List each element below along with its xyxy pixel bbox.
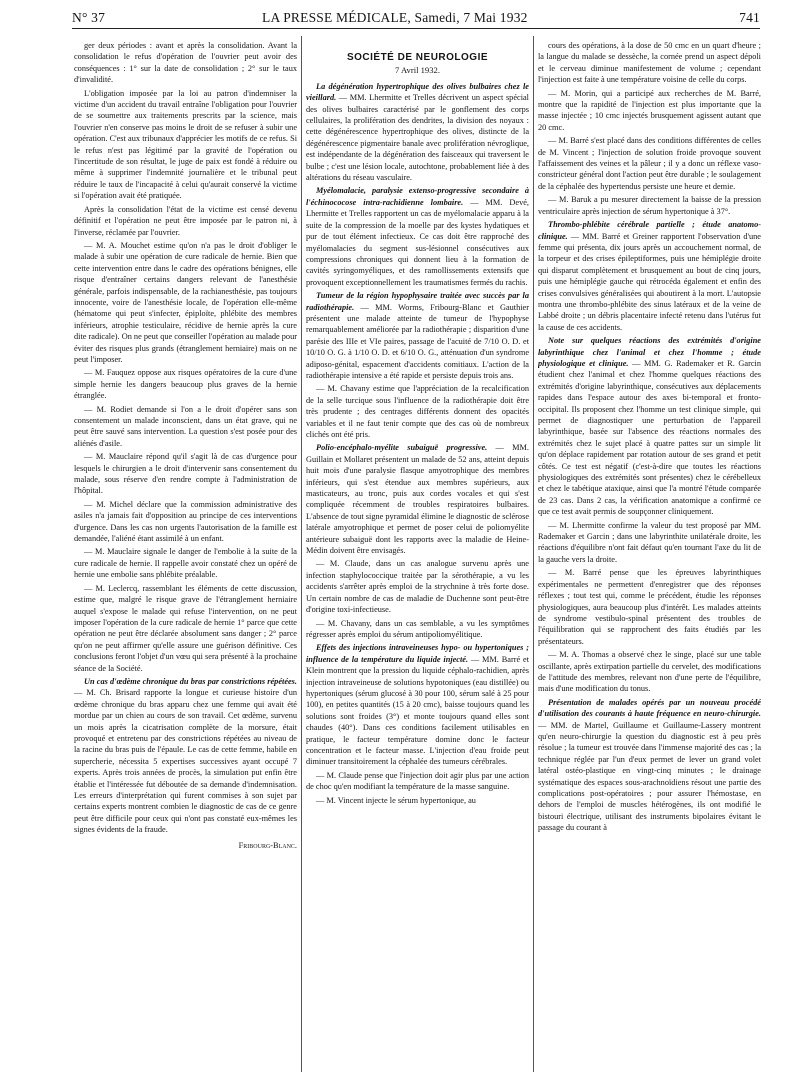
- author-signature: Fribourg-Blanc.: [238, 840, 297, 850]
- paragraph: — M. Rodiet demande si l'on a le droit d'opérer sans son consentement un malade inconscient, dans un état grave, qui ne peut être sauvé sans intervention. La question s'est posée pour des aliénés d'asile.: [74, 404, 297, 448]
- paragraph: — M. Mauclaire signale le danger de l'embolie à la suite de la cure radicale de hernie. Il rappelle avoir constaté chez un opéré de hernie une embolie sans phlébite préalable.: [74, 547, 297, 580]
- paragraph: — M. Michel déclare que la commission administrative des asiles n'a jamais fait d'opposition au principe de ces interventions d'urgence. Dans les cas non urgents l'autorisation de la famille est demandée, l'aliéné étant assimilé à un enfant.: [74, 499, 297, 544]
- paragraph: — M. Morin, qui a participé aux recherches de M. Barré, montre que la rapidité de l'injection est plus importante que la masse injectée ; 10 cmc injectés brusquement agissent autant que 20 cmc.: [538, 88, 761, 132]
- paragraph: — M. A. Mouchet estime qu'on n'a pas le droit d'obliger le malade à subir une opération de cure radicale de hernie. Bien que cette intervention entre dans le cadre des opérations bénignes, elle risque d'entraîner certains dangers relevant de l'anesthésie générale, parfois indispensable, de la rachianesthésie, pas toujours innocente, voire de l'anesthésie locale, de l'opération elle-même (hématome qui peut s'infecter, épiploïte, phlébite des membres inférieurs, atrophie testiculaire, récidive de hernie après la cure dite radicale). On ne peut que conseiller l'opération au malade pour éviter des risques plus grands (étranglement herniaire) mais on ne peut l'imposer.: [74, 240, 297, 364]
- paragraph: — M. Mauclaire répond qu'il s'agit là de cas d'urgence pour lesquels le chirurgien a le droit d'intervenir sans consentement du malade, sous réserve d'en rendre compte à l'administration de l'hôpital.: [74, 452, 297, 496]
- paragraph: — M. Chavany, dans un cas semblable, a vu les symptômes régresser après emploi du sérum antipoliomyélitique.: [306, 618, 529, 639]
- column-divider: [533, 36, 534, 1072]
- paragraph: — M. Claude, dans un cas analogue survenu après une infection staphylococcique traitée par la sérothérapie, a vu les accidents s'arrêter après emploi de la strychnine à très forte dose. Un certain nombre de cas de maladie de Duchenne sont peut-être d'origine toxi-infectieuse.: [306, 559, 529, 615]
- paragraph: Effets des injections intraveineuses hypo- ou hypertoniques ; influence de la température du liquide injecté. — MM. Barré et Klein montrent que la pression du liquide céphalo-rachidien, après injection intraveineuse de solutions hypotoniques (eau distillée) ou hypertoniques (sérum glucosé à 30 pour 100, sérum salé à 25 pour 100), en petites quantités (15 à 20 cmc), baisse toujours quand les solutions sont froides (3°) et monte toujours quand elles sont chaudes (40°). Dans ces conditions facilement utilisables en pratique, le facteur température domine donc le facteur concentration et le facteur masse. L'injection d'eau froide peut diminuer transitoirement la céphalée des tumeurs cérébrales.: [306, 643, 529, 767]
- header-rule: [72, 28, 760, 29]
- section-heading: SOCIÉTÉ DE NEUROLOGIE: [346, 52, 489, 63]
- journal-title: LA PRESSE MÉDICALE, Samedi, 7 Mai 1932: [262, 10, 528, 25]
- paragraph: L'obligation imposée par la loi au patron d'indemniser la victime d'un accident du travail entraîne l'obligation pour l'ouvrier de se soumettre aux traitements prescrits par la science, mais l'ouvrier n'en conserve pas moins le droit de se refuser à subir une opération. C'est aux tribunaux d'apprécier les motifs de ce refus. Si le refus n'est pas légitimé par la gravité de l'opération ou l'incertitude de son résultat, le juge de paix est fondé à réduire ou même à supprimer l'indemnité journalière et le tribunal peut réduire le taux de l'incapacité à celui qu'aurait conservé la victime si l'opération avait été pratiquée.: [74, 88, 297, 201]
- paragraph: — M. A. Thomas a observé chez le singe, placé sur une table oscillante, après extirpation partielle du cervelet, des modifications de l'attitude des membres, relevant non d'une perte de l'équilibre, mais d'une modification du tonus.: [538, 650, 761, 694]
- paragraph: cours des opérations, à la dose de 50 cmc en un quart d'heure ; la langue du malade se dessèche, la cornée prend un aspect dépoli et le cerveau diminue manifestement de volume ; cependant l'injection est faite à une température voisine de celle du corps.: [538, 41, 761, 85]
- paragraph: — M. Fauquez oppose aux risques opératoires de la cure d'une simple hernie les dangers beaucoup plus graves de la hernie étranglée.: [74, 368, 297, 401]
- paragraph: Polio-encéphalo-myélite subaiguë progressive. — MM. Guillain et Mollaret présentent un malade de 52 ans, atteint depuis huit mois d'une paralysie flasque amyotrophique des membres inférieurs, qui s'est étendue aux membres supérieurs, aux masticateurs, au tronc, puis aux cordes vocales et qui s'est compliquée récemment de troubles respiratoires bulbaires. L'absence de tout signe pyramidal élimine le diagnostic de sclérose latérale amyotrophique et permet de poser celui de poliomyélite antérieure subaiguë dont les rapports avec la maladie de Heine-Médin doivent être envisagés.: [306, 443, 529, 556]
- page-number: 741: [739, 10, 760, 25]
- column-right: [538, 40, 761, 1070]
- paragraph: — M. Leclercq, rassemblant les éléments de cette discussion, estime que, malgré le risque grave de l'étranglement herniaire auquel s'expose le malade qui refuse l'intervention, on ne peut imposer l'opération de la cure radicale de hernie 1° parce que cette opération ne peut être déclarée absolument sans danger ; 2° parce qu'on ne peut affirmer qu'elle assure une guérison définitive. Ces conclusions feront l'objet d'un vœu qui sera présenté à la prochaine séance de la Société.: [74, 583, 297, 673]
- paragraph: Tumeur de la région hypophysaire traitée avec succès par la radiothérapie. — MM. Worms, Fribourg-Blanc et Gauthier présentent une malade atteinte de tumeur de l'hypophyse remarquablement améliorée par la radiothérapie ; disparition d'une parésie des IIIe et VIe paires, passage de l'acuité de 7/10 O. D. et 10/10 O. G. à 1/10 O. D. et 6/10 O. G., atténuation d'un syndrome adiposo-génital, espacement d'accidents comitiaux. L'action de la radiothérapie intensive a été rapide et persiste depuis trois ans.: [306, 291, 529, 380]
- column-middle: [306, 40, 529, 1070]
- paragraph: — M. Chavany estime que l'appréciation de la recalcification de la selle turcique sous l'influence de la radiothérapie doit être très prudente ; des centrages différents donnent des opacités variables et il ne faut tenir compte que des cas où de nombreux clichés ont été pris.: [306, 384, 529, 439]
- session-date: 7 Avril 1932.: [395, 65, 440, 76]
- paragraph: Après la consolidation l'état de la victime est censé devenu définitif et l'opération ne peut être imposée par le patron ni, à l'inverse, réclamée par l'ouvrier.: [74, 204, 297, 237]
- paragraph: Myélomalacie, paralysie extenso-progressive secondaire à l'échinococose intra-rachidienne lombaire. — MM. Devé, Lhermitte et Trelles rapportent un cas de myélomalacie apparu à la suite de la compression de la moelle par des kystes hydatiques et pur de tout élément infectieux. Ce cas doit être rapproché des myélomalacies du segment sus-lésionnel consécutives aux compressions chroniques qui donnent lieu à la formation de cavités syringomyéliques, et des ramollissements extensifs que provoquent exceptionnellement les traumatismes fermés du rachis.: [306, 186, 529, 287]
- paragraph: — M. Barré pense que les épreuves labyrinthiques expérimentales ne permettent d'enregistrer que des réponses réflexes ; tout test qui, comme le précédent, étudie les réponses physiologiques, aura beaucoup plus d'intérêt. Les malades atteints de syndrome vestibulo-spinal présentent des troubles de l'équilibration qui se rapprochent des faits étudiés par les présentateurs.: [538, 568, 761, 646]
- paragraph: Un cas d'œdème chronique du bras par constrictions répétées. — M. Ch. Brisard rapporte la longue et curieuse histoire d'un œdème chronique du bras apparu chez une femme qui avait été mordue par un chien au cours de son travail. Cet œdème, survenu un mois après la cicatrisation complète de la morsure, était provoqué et entretenu par des constrictions répétées au niveau de la racine du bras puis de l'épaule. Le cas de cette femme, habile en supercherie, nécessita 5 expertises successives ayant occupé 7 experts. Après trois années de procès, la simulation put enfin être établie et l'intéressée fut déboutée de sa demande d'indemnisation. Les erreurs d'interprétation qui furent commises à son sujet par certains experts montrent combien le diagnostic de cas de ce genre peut être difficile pour ceux qui n'ont pas constaté eux-mêmes les signes évidents de la fraude.: [74, 676, 297, 835]
- paragraph: Présentation de malades opérés par un nouveau procédé d'utilisation des courants à haute fréquence en neuro-chirurgie. — MM. de Martel, Guillaume et Guillaume-Lassery montrent qu'en neuro-chirurgie la question du diagnostic est à peu près résolue ; la tumeur est trouvée dans l'immense majorité des cas ; la technique réglée par l'un d'eux permet de lever un grand volet latéral ostéo-plastique en vingt-cinq minutes ; le drainage systématique des espaces sous-arachnoïdiens résout une partie des complications post-opératoires ; pour assurer l'hémostase, en dehors de l'emploi de muscles hétérogènes, ils ont modifié le bistouri électrique, utilisant des instruments bipolaires évitant le passage du courant à: [538, 697, 761, 833]
- issue-number: N° 37: [72, 10, 106, 25]
- paragraph: ger deux périodes : avant et après la consolidation. Avant la consolidation le refus d'opération de l'ouvrier peut avoir des conséquences : 1° sur la date de consolidation ; 2° sur le taux d'invalidité.: [74, 41, 297, 85]
- paragraph: — M. Vincent injecte le sérum hypertonique, au: [316, 795, 476, 805]
- paragraph: — M. Claude pense que l'injection doit agir plus par une action de choc qu'en modifiant la température de la masse sanguine.: [306, 770, 529, 792]
- paragraph: — M. Lhermitte confirme la valeur du test proposé par MM. Rademaker et Garcin ; dans une labyrinthite unilatérale droite, les réactions d'équilibre n'ont fait défaut qu'en tournant l'axe du lit de la gauche vers la droite.: [538, 520, 761, 564]
- paragraph: Note sur quelques réactions des extrémités d'origine labyrinthique chez l'animal et chez l'homme ; étude physiologique et clinique. — MM. G. Rademaker et R. Garcin étudient chez l'animal et chez l'homme quelques réactions des extrémités d'origine labyrinthique, consécutives aux déplacements rapides dans l'espace autour des axes bi-temporal et fronto-occipital. Ils proposent chez l'homme un test clinique simple, qui permet de diagnostiquer une perturbation de l'appareil labyrinthique, basée sur l'absence des réactions normales des extrémités chez le sujet placé à quatre pattes sur un simple lit qu'on déplace rapidement par rotation autour de ses grand et petit côtés. Ce test est négatif (c'est-à-dire que toutes les réactions physiologiques des extrémités sont présentes) chez le cérébelleux et chez le tabétique ataxique, ainsi que l'a montré l'étude comparée de 23 cas. Dans 2 cas, la vérification anatomique a confirmé ce que ce test avait permis de soupçonner cliniquement.: [538, 336, 761, 517]
- page-header: [72, 6, 760, 28]
- column-left: [74, 40, 297, 1070]
- paragraph: La dégénération hypertrophique des olives bulbaires chez le vieillard. — MM. Lhermitte et Trelles décrivent un aspect spécial des olives bulbaires caractérisé par le gonflement des corps cellulaires, la prolifération des dendrites, la division des noyaux : cette dégénérescence hypertrophique des olives, distincte de la dégénérescence pigmentaire banale avec prolifération névroglique, est indépendante de la dégénération des faisceaux qui traversent le bulbe ; c'est une lésion locale, autochtone, probablement liée à des altérations du réseau vasculaire.: [306, 81, 529, 183]
- paragraph: — M. Baruk a pu mesurer directement la baisse de la pression ventriculaire après injection de sérum hypertonique à 37°.: [538, 195, 761, 216]
- paragraph: Thrombo-phlébite cérébrale partielle ; étude anatomo-clinique. — MM. Barré et Greiner rapportent l'observation d'une femme qui présenta, dix jours après un accouchement normal, de la torpeur et des crises épileptiformes, puis une hémiplégie droite qui disparut complètement et brusquement au bout de cinq jours, puis une hémiplégie gauche qui rétrocéda également et enfin des crises convulsives généralisées qui aboutirent à la mort. L'autopsie montra une thrombo-phlébite des sinus latéraux et de la veine de Labbé droite ; un débris placentaire infecté retenu dans l'utérus fut la cause de ces accidents.: [538, 220, 761, 332]
- column-divider: [301, 36, 302, 1072]
- paragraph: — M. Barré s'est placé dans des conditions différentes de celles de M. Vincent ; l'injection de solution froide provoque souvent l'affaissement des veines et la pâleur ; il y a donc un réflexe vaso-constricteur général dont l'action peut être durable ; le soulagement de la céphalée des hypertendus persiste une heure et demie.: [538, 136, 761, 191]
